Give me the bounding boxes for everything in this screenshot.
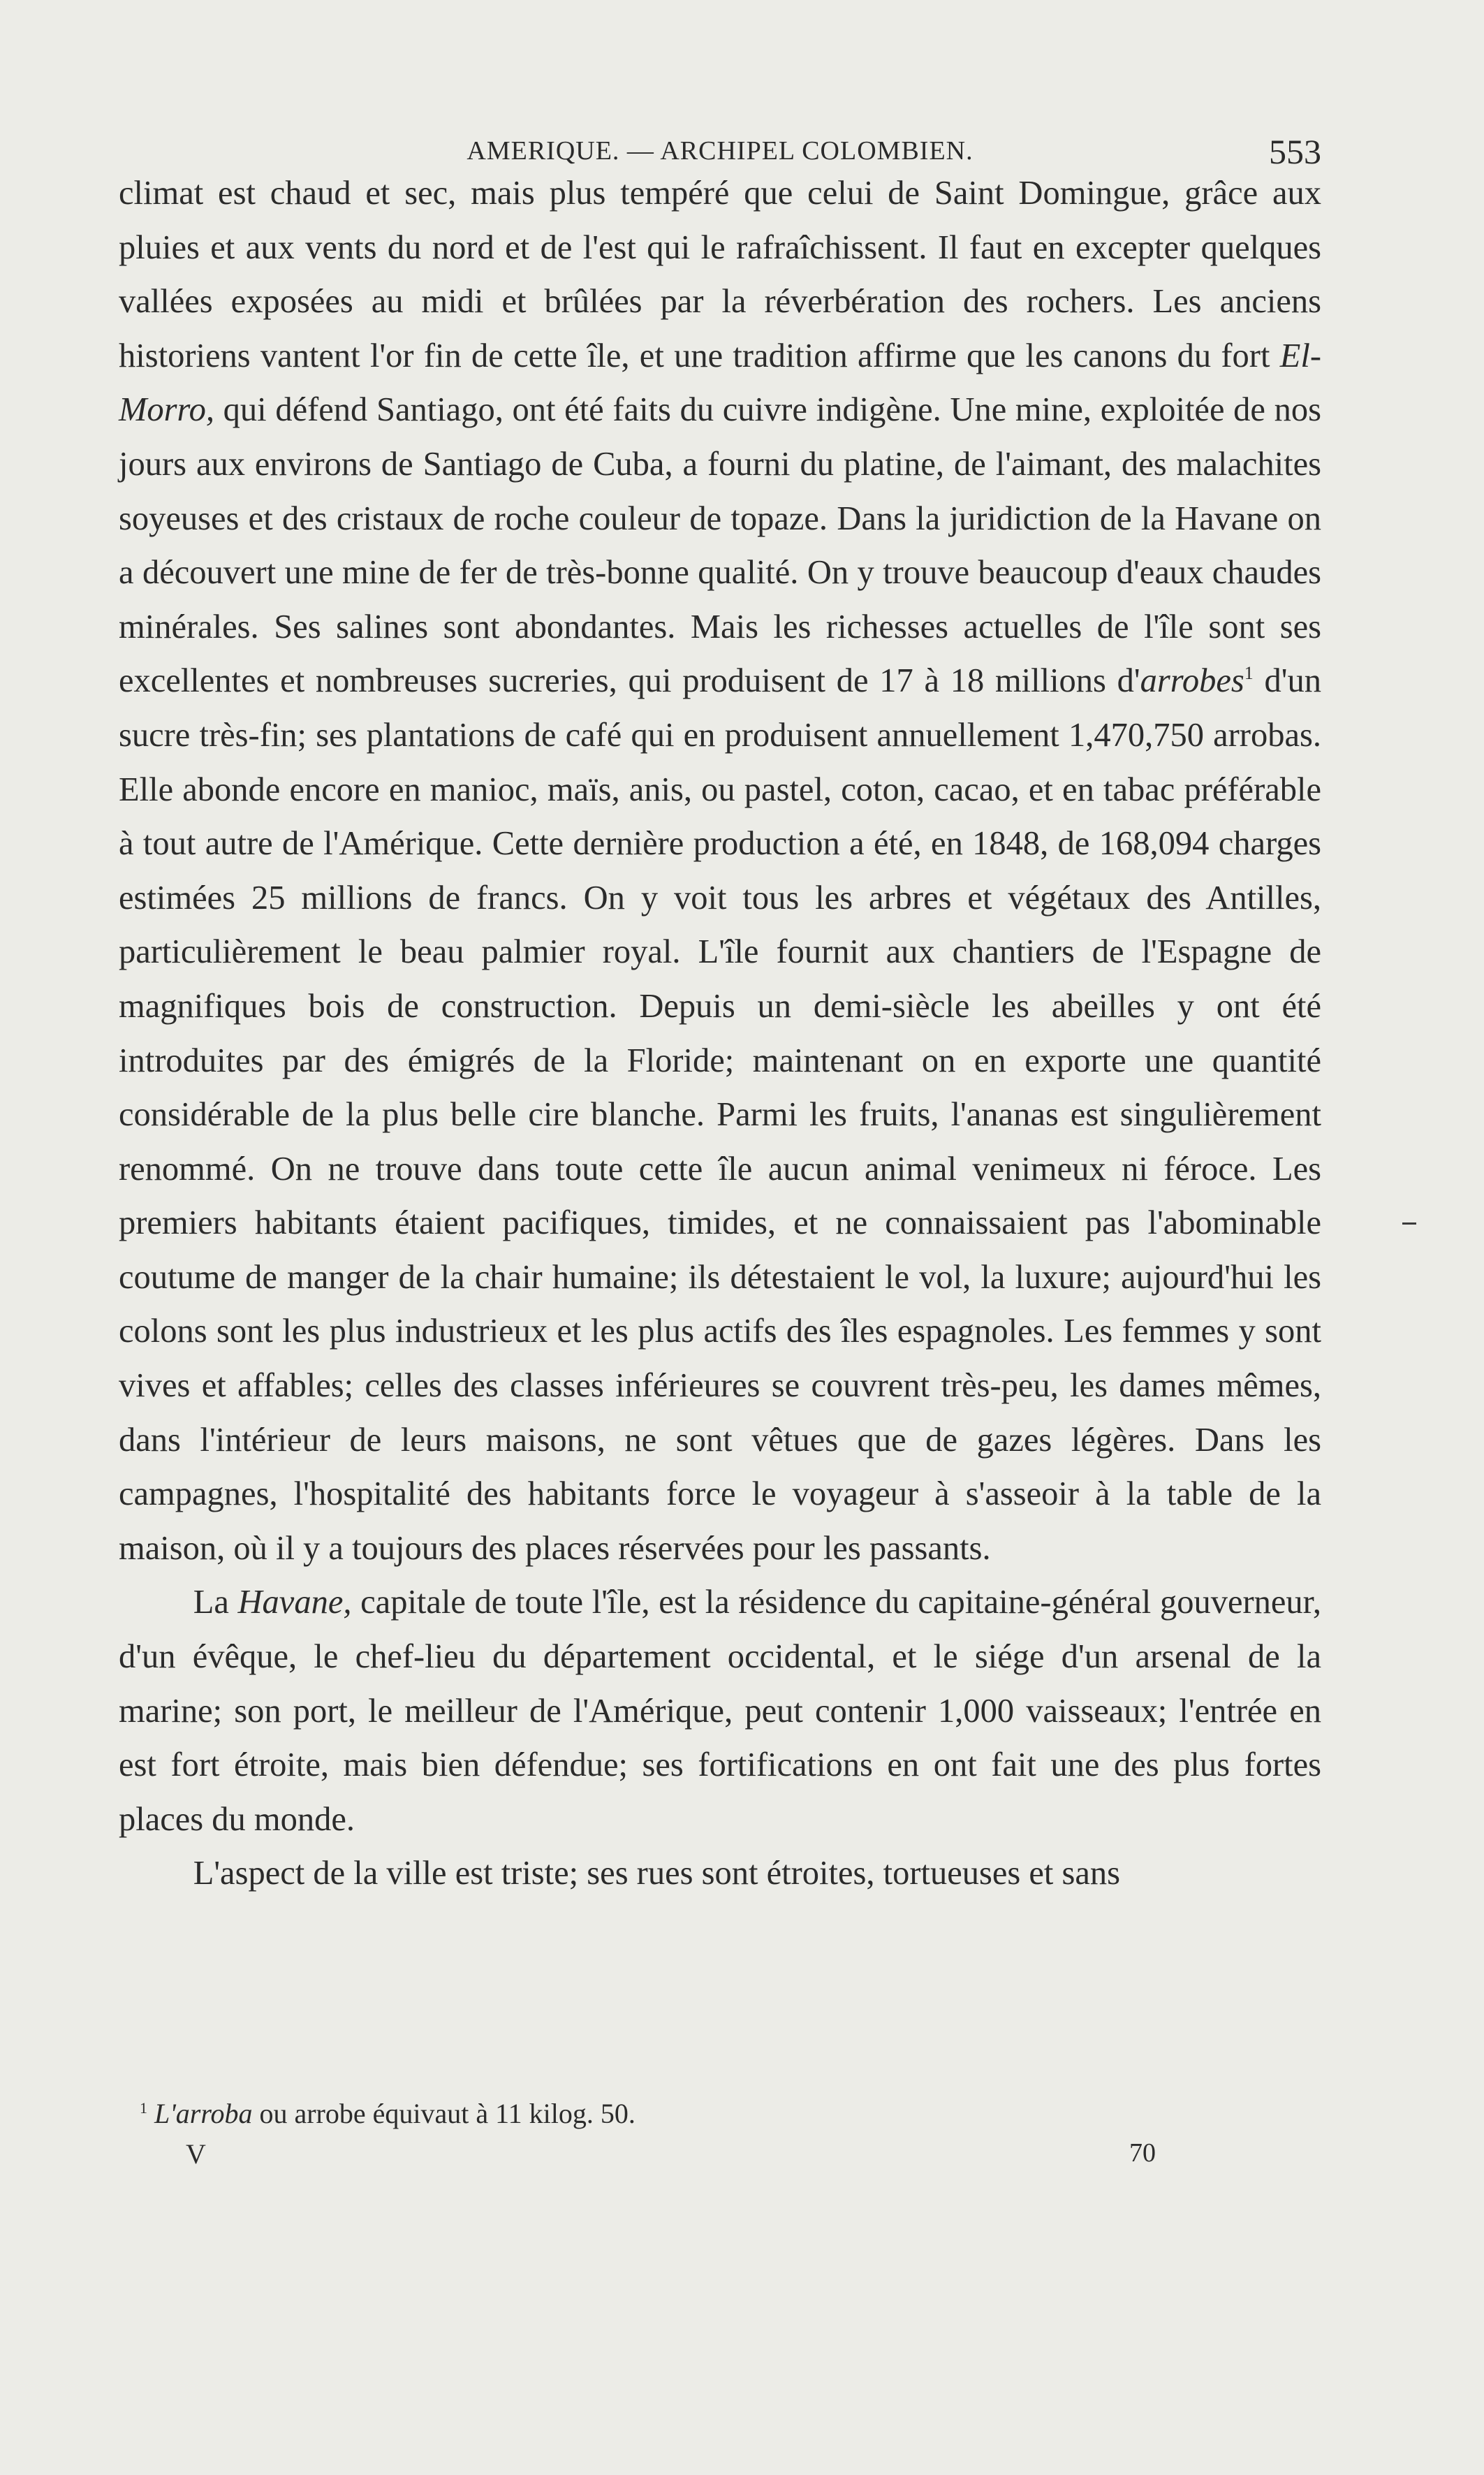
footnote [140,2096,1257,2132]
paragraph-1-text-c: d'un sucre très-fin; ses plantations de café qui en produisent annuellement 1,470,750 arrobas. Elle abonde encore en manioc, maïs, anis, ou pastel, coton, cacao, et en tabac préférable à tout autre de l'Amérique. Cette dernière production a été, en 1848, de 168,094 charges estimées 25 millions de francs. On y voit tous les arbres et végétaux des Antilles, particulièrement le beau palmier royal. L'île fournit aux chantiers de l'Espagne de magnifiques bois de construction. Depuis un demi-siècle les abeilles y ont été introduites par des émigrés de la Floride; maintenant on en exporte une quantité considérable de la plus belle cire blanche. Parmi les fruits, l'ananas est singulièrement renommé. On ne trouve dans toute cette île aucun animal venimeux ni féroce. Les premiers habitants étaient pacifiques, timides, et ne connaissaient pas l'abominable coutume de manger de la chair humaine; ils détestaient le vol, la luxure; aujourd'hui les colons sont les plus industrieux et les plus actifs des îles espagnoles. Les femmes y sont vives et affables; celles des classes inférieures se couvrent très-peu, les dames mêmes, dans l'intérieur de leurs maisons, ne sont vêtues que de gazes légères. Dans les campagnes, l'hospitalité des habitants force le voyageur à s'asseoir à la table de la maison, où il y a toujours des places réservées pour les passants. [119,662,1322,1567]
body-text [119,166,1321,1901]
havane-name: Havane, [237,1584,352,1621]
footnote-term: L'arroba [154,2098,253,2129]
footnote-reference: 1 [1244,663,1254,684]
paragraph-2-text-a: La [193,1584,238,1621]
fort-name: El-Morro, [119,337,1321,429]
running-head: AMERIQUE. — ARCHIPEL COLOMBIEN. [466,136,974,166]
arrobes-term: arrobes [1140,662,1244,700]
paragraph-3-text: L'aspect de la ville est triste; ses rues sont étroites, tortueuses et sans [193,1855,1121,1892]
paragraph-1-text-b: qui défend Santiago, ont été faits du cuivre indigène. Une mine, exploitée de nos jours aux environs de Santiago de Cuba, a fourni du platine, de l'aimant, des malachites soyeuses et des cristaux de roche couleur de topaze. Dans la juridiction de la Havane on a découvert une mine de fer de très-bonne qualité. On y trouve beaucoup d'eaux chaudes minérales. Ses salines sont abondantes. Mais les richesses actuelles de l'île sont ses excellentes et nombreuses sucreries, qui produisent de 17 à 18 millions d' [119,391,1321,700]
folio-number: 70 [1129,2138,1156,2168]
paragraph-2 [119,1575,1321,1846]
footnote-marker: 1 [140,2099,147,2117]
paragraph-1 [119,166,1321,1575]
paragraph-3 [119,1846,1321,1901]
signature-mark: V [186,2138,206,2170]
footnote-text: ou arrobe équivaut à 11 kilog. 50. [252,2098,636,2129]
paragraph-2-text-b: capitale de toute l'île, est la résidence du capitaine-général gouverneur, d'un évêque, le chef-lieu du département occidental, et le siége d'un arsenal de la marine; son port, le meilleur de l'Amérique, peut contenir 1,000 vaisseaux; l'entrée en est fort étroite, mais bien défendue; ses fortifications en ont fait une des plus fortes places du monde. [119,1584,1321,1838]
paragraph-1-text-a: climat est chaud et sec, mais plus tempéré que celui de Saint Domingue, grâce aux pluies et aux vents du nord et de l'est qui le rafraîchissent. Il faut en excepter quelques vallées exposées au midi et brûlées par la réverbération des rochers. Les anciens historiens vantent l'or fin de cette île, et une tradition affirme que les canons du fort [119,175,1321,374]
page-number: 553 [1269,132,1321,171]
margin-mark [1402,1222,1416,1225]
